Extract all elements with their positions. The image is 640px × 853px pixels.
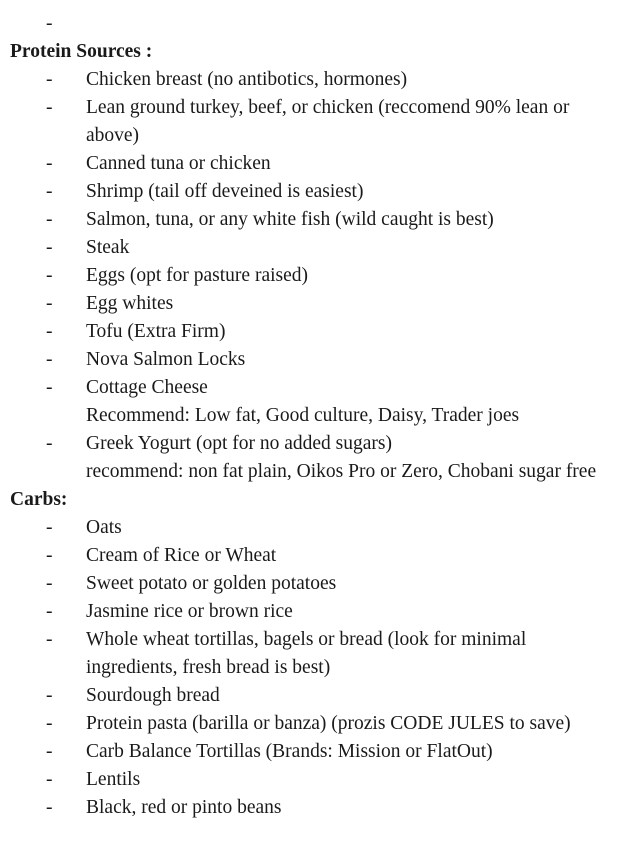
list-item-text: Tofu (Extra Firm) [86, 321, 226, 342]
bullet-dash: - [46, 69, 53, 90]
list-item-text: Whole wheat tortillas, bagels or bread (look for minimal [86, 629, 527, 650]
list-item-text: Greek Yogurt (opt for no added sugars) [86, 433, 392, 454]
list-item-text: Black, red or pinto beans [86, 797, 282, 818]
bullet-dash: - [46, 629, 53, 650]
bullet-dash: - [46, 741, 53, 762]
list-item-text: ingredients, fresh bread is best) [86, 657, 331, 678]
list-item-text: Sourdough bread [86, 685, 220, 706]
list-item-text: Sweet potato or golden potatoes [86, 573, 337, 594]
bullet-dash: - [46, 97, 53, 118]
bullet-dash: - [46, 293, 53, 314]
list-item-text: Canned tuna or chicken [86, 153, 271, 174]
list-item-text: Protein pasta (barilla or banza) (prozis CODE JULES to save) [86, 713, 571, 734]
list-item-text: Eggs (opt for pasture raised) [86, 265, 309, 286]
section-heading: Protein Sources : [10, 41, 153, 62]
bullet-dash: - [46, 433, 53, 454]
list-item-text: Recommend: Low fat, Good culture, Daisy, Trader joes [86, 405, 520, 426]
bullet-dash: - [46, 545, 53, 566]
list-item-text: Lean ground turkey, beef, or chicken (reccomend 90% lean or [86, 97, 570, 118]
bullet-dash: - [46, 349, 53, 370]
bullet-dash: - [46, 321, 53, 342]
list-item-text: Salmon, tuna, or any white fish (wild caught is best) [86, 209, 494, 230]
list-item-text: Steak [86, 237, 130, 258]
bullet-dash: - [46, 517, 53, 538]
bullet-dash: - [46, 237, 53, 258]
list-item-text: Cottage Cheese [86, 377, 208, 398]
list-item-text: Oats [86, 517, 122, 538]
list-item-text: Lentils [86, 769, 141, 790]
top-dash: - [46, 13, 53, 34]
bullet-dash: - [46, 265, 53, 286]
bullet-dash: - [46, 153, 53, 174]
list-item-text: Cream of Rice or Wheat [86, 545, 277, 566]
list-item-text: Nova Salmon Locks [86, 349, 246, 370]
bullet-dash: - [46, 573, 53, 594]
list-item-text: recommend: non fat plain, Oikos Pro or Zero, Chobani sugar free [86, 461, 597, 482]
list-item-text: above) [86, 125, 140, 146]
bullet-dash: - [46, 769, 53, 790]
section-heading: Carbs: [10, 489, 68, 510]
list-item-text: Jasmine rice or brown rice [86, 601, 293, 622]
bullet-dash: - [46, 601, 53, 622]
bullet-dash: - [46, 209, 53, 230]
list-item-text: Shrimp (tail off deveined is easiest) [86, 181, 364, 202]
bullet-dash: - [46, 713, 53, 734]
bullet-dash: - [46, 685, 53, 706]
list-item-text: Chicken breast (no antibotics, hormones) [86, 69, 408, 90]
list-item-text: Egg whites [86, 293, 174, 314]
bullet-dash: - [46, 181, 53, 202]
bullet-dash: - [46, 377, 53, 398]
list-item-text: Carb Balance Tortillas (Brands: Mission or FlatOut) [86, 741, 493, 762]
bullet-dash: - [46, 797, 53, 818]
